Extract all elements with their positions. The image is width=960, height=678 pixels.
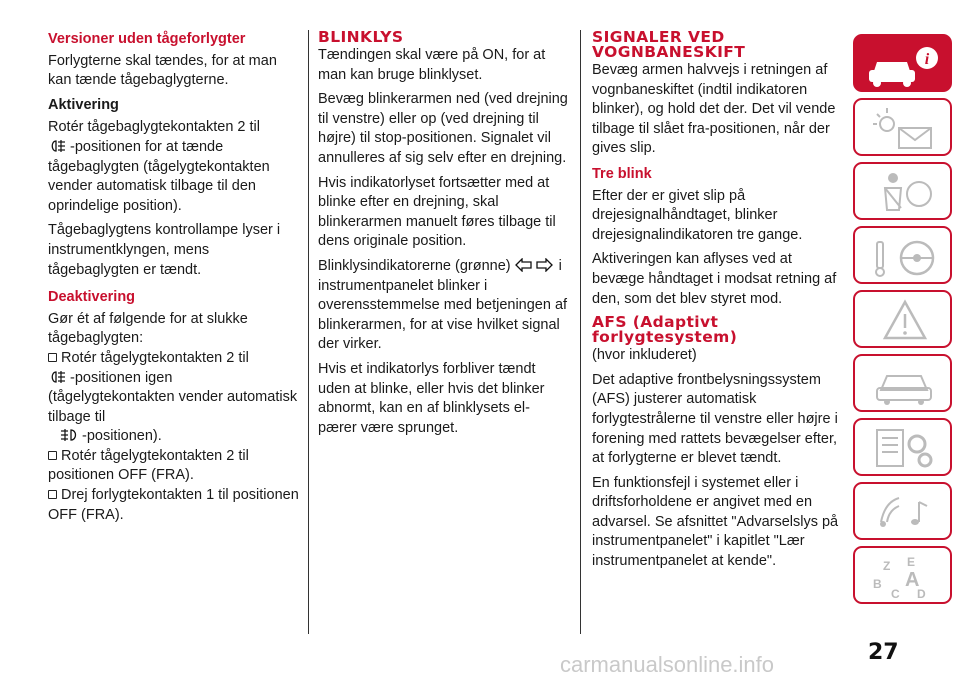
paragraph: Hvis et indikatorlys forbliver tændt uden at blinke, eller hvis det blinker abnormt, kan en af blinklysets el-pærer være sprunget. (318, 360, 545, 436)
car-info-tab[interactable] (853, 34, 952, 92)
page-number: 27 (868, 640, 899, 665)
heading-line: VOGNBANESKIFT (592, 43, 746, 61)
turn-signal-arrows-icon (515, 258, 553, 272)
warning-triangle-icon (855, 292, 954, 350)
paragraph: En funktionsfejl i systemet eller i driftsforholdene er angivet med en advarsel. Se afsnittet "Advarselslys på instrumentpanelet" i kapitlet "Lær instrumentpanelet at kende". (592, 474, 839, 570)
front-fog-light-icon (60, 428, 80, 442)
car-front-icon (855, 356, 954, 414)
multimedia-icon (855, 484, 954, 542)
text: i instrumentpanelet blinker i overensstemmelse med betjeningen af blinkerarmen, for at vise hvilket signal der virker. (318, 257, 568, 353)
text: -positionen). (82, 428, 162, 445)
safety-tab[interactable] (853, 162, 952, 220)
svg-text:C: C (891, 587, 900, 601)
section-heading (592, 30, 842, 60)
list-item (48, 447, 300, 486)
paragraph: Efter der er givet slip på drejesignalhåndtaget, blinker drejesignalindikatoren tre gange. (592, 187, 803, 243)
paragraph: Hvis indikatorlyset fortsætter med at blinke efter en drejning, skal blinkerarmen manuelt føres tilbage til dens originale position. (318, 174, 556, 250)
watermark: carmanualsonline.info (560, 652, 775, 677)
svg-text:D: D (917, 587, 926, 601)
text: Drej forlygtekontakten 1 til positionen OFF (FRA). (48, 487, 299, 523)
heading-line: forlygtesystem) (592, 328, 738, 347)
bullet-icon (48, 451, 57, 460)
text: Rotér tågelygtekontakten 2 til (61, 349, 249, 366)
paragraph: Bevæg blinkerarmen ned (ved drejning til venstre) eller op (ved drejning til højre) til stop-positionen. Signalet vil annulleres af sig selv efter en drejning. (318, 91, 568, 166)
bullet-icon (48, 490, 57, 499)
warning-lights-icon (855, 100, 954, 158)
heading-line: AFS (Adaptivt (592, 313, 719, 332)
column-1 (48, 30, 300, 525)
text: -positionen igen (tågelygtekontakten vender automatisk tilbage til (48, 369, 298, 425)
seatbelt-airbag-icon (855, 164, 954, 222)
section-heading: Versioner uden tågeforlygter (48, 31, 246, 47)
column-divider (308, 30, 309, 634)
list-item (48, 349, 300, 447)
rear-fog-light-icon (48, 370, 68, 384)
car-info-icon (855, 36, 954, 94)
text: Rotér tågebaglygtekontakten 2 til (48, 119, 260, 136)
section-heading: BLINKLYS (318, 28, 404, 46)
section-heading (592, 315, 842, 345)
paragraph: (hvor inkluderet) (592, 347, 697, 364)
paragraph (48, 118, 300, 216)
text: -positionen for at tænde tågebaglygten (tågelygtekontakten vender automatisk tilbage til den oprindelige position). (48, 138, 270, 214)
warning-lights-tab[interactable] (853, 98, 952, 156)
column-2 (318, 30, 568, 443)
paragraph: Tågebaglygtens kontrollampe lyser i instrumentklyngen, mens tågebaglygten er tændt. (48, 222, 281, 278)
text: Rotér tågelygtekontakten 2 til positionen OFF (FRA). (48, 447, 249, 484)
column-divider (580, 30, 581, 634)
bullet-icon (48, 353, 57, 362)
paragraph: Tændingen skal være på ON, for at man kan bruge blinklyset. (318, 47, 546, 83)
column-3 (592, 30, 842, 577)
paragraph: Gør ét af følgende for at slukke tågebaglygten: (48, 310, 248, 347)
text: Blinklysindikatorerne (grønne) (318, 257, 511, 274)
emergency-tab[interactable] (853, 290, 952, 348)
svg-text:B: B (873, 577, 882, 591)
alphabet-index-icon (855, 548, 954, 606)
svg-text:i: i (924, 51, 930, 68)
index-tab[interactable] (853, 546, 952, 604)
paragraph: Det adaptive frontbelysningssystem (AFS) justerer automatisk forlygtestrålerne til venstre eller højre i forening med rattets bevægelser efter, at forlygterne er blevet tændt. (592, 371, 838, 467)
paragraph: Forlygterne skal tændes, for at man kan tænde tågebaglygterne. (48, 52, 277, 89)
paragraph: Aktiveringen kan aflyses ved at bevæge håndtaget i modsat retning af den, som det blev styret mod. (592, 251, 837, 307)
heading-line: SIGNALER VED (592, 28, 725, 46)
deactivation-title: Deaktivering (48, 289, 136, 306)
paragraph (318, 257, 568, 355)
starting-driving-tab[interactable] (853, 226, 952, 284)
steering-wheel-icon (855, 228, 954, 286)
sub-heading: Tre blink (592, 165, 652, 182)
multimedia-tab[interactable] (853, 482, 952, 540)
maintenance-car-tab[interactable] (853, 354, 952, 412)
rear-fog-light-icon (48, 139, 68, 153)
activation-title: Aktivering (48, 96, 119, 113)
technical-data-tab[interactable] (853, 418, 952, 476)
maintenance-icon (855, 420, 954, 478)
svg-text:A: A (905, 569, 920, 591)
list-item (48, 486, 300, 525)
svg-text:Z: Z (883, 559, 891, 573)
paragraph: Bevæg armen halvvejs i retningen af vognbaneskiftet (indtil indikatoren blinker), og hold det der. Det vil vende tilbage til slået fra-positionen, når der gives slip. (592, 62, 836, 157)
svg-text:E: E (907, 555, 916, 569)
